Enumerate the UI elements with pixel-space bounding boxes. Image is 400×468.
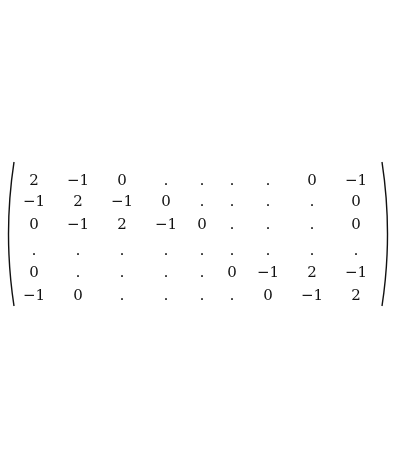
matrix-entry-r5-c4: . (163, 263, 169, 281)
matrix-entry-r2-c1: −1 (22, 192, 46, 210)
matrix-entry-r3-c9: 0 (351, 215, 361, 233)
matrix-entry-r3-c4: −1 (154, 215, 178, 233)
matrix-entry-r3-c2: −1 (66, 215, 90, 233)
matrix-entry-r6-c4: . (163, 286, 169, 304)
matrix-entry-r1-c1: 2 (29, 171, 39, 189)
matrix-entry-r6-c6: . (229, 286, 235, 304)
matrix-entry-r6-c9: 2 (351, 286, 361, 304)
matrix-entry-r6-c1: −1 (22, 286, 46, 304)
matrix-entry-r2-c3: −1 (110, 192, 134, 210)
matrix-entry-r6-c7: 0 (263, 286, 273, 304)
matrix-entry-r4-c7: . (265, 241, 271, 259)
matrix-entry-r3-c8: . (309, 215, 315, 233)
matrix-entry-r2-c6: . (229, 192, 235, 210)
matrix-entries (12, 164, 380, 304)
matrix-entry-r1-c9: −1 (344, 171, 368, 189)
matrix-entry-r5-c7: −1 (256, 263, 280, 281)
matrix-entry-r5-c9: −1 (344, 263, 368, 281)
matrix-entry-r1-c6: . (229, 171, 235, 189)
matrix-entry-r3-c1: 0 (29, 215, 39, 233)
matrix-entry-r3-c3: 2 (117, 215, 127, 233)
matrix-entry-r3-c5: 0 (197, 215, 207, 233)
matrix-entry-r2-c5: . (199, 192, 205, 210)
matrix-entry-r2-c8: . (309, 192, 315, 210)
right-parenthesis (380, 160, 394, 308)
matrix-entry-r4-c6: . (229, 241, 235, 259)
matrix-entry-r1-c2: −1 (66, 171, 90, 189)
matrix-entry-r6-c2: 0 (73, 286, 83, 304)
matrix-entry-r6-c5: . (199, 286, 205, 304)
matrix-entry-r3-c6: . (229, 215, 235, 233)
matrix-entry-r5-c6: 0 (227, 263, 237, 281)
matrix-entry-r4-c1: . (31, 241, 37, 259)
matrix-entry-r4-c4: . (163, 241, 169, 259)
matrix-entry-r2-c9: 0 (351, 192, 361, 210)
matrix-entry-r4-c8: . (309, 241, 315, 259)
matrix-entry-r4-c5: . (199, 241, 205, 259)
matrix-entry-r5-c5: . (199, 263, 205, 281)
matrix-entry-r3-c7: . (265, 215, 271, 233)
matrix-entry-r1-c5: . (199, 171, 205, 189)
matrix-entry-r1-c4: . (163, 171, 169, 189)
matrix-entry-r2-c7: . (265, 192, 271, 210)
matrix-entry-r4-c2: . (75, 241, 81, 259)
matrix-entry-r6-c8: −1 (300, 286, 324, 304)
matrix-entry-r5-c3: . (119, 263, 125, 281)
matrix-entry-r2-c2: 2 (73, 192, 83, 210)
matrix-entry-r1-c8: 0 (307, 171, 317, 189)
circulant-matrix (0, 160, 400, 308)
matrix-entry-r6-c3: . (119, 286, 125, 304)
matrix-entry-r1-c7: . (265, 171, 271, 189)
matrix-entry-r5-c2: . (75, 263, 81, 281)
matrix-entry-r4-c3: . (119, 241, 125, 259)
matrix-entry-r5-c1: 0 (29, 263, 39, 281)
matrix-entry-r4-c9: . (353, 241, 359, 259)
matrix-entry-r2-c4: 0 (161, 192, 171, 210)
matrix-entry-r5-c8: 2 (307, 263, 317, 281)
matrix-entry-r1-c3: 0 (117, 171, 127, 189)
